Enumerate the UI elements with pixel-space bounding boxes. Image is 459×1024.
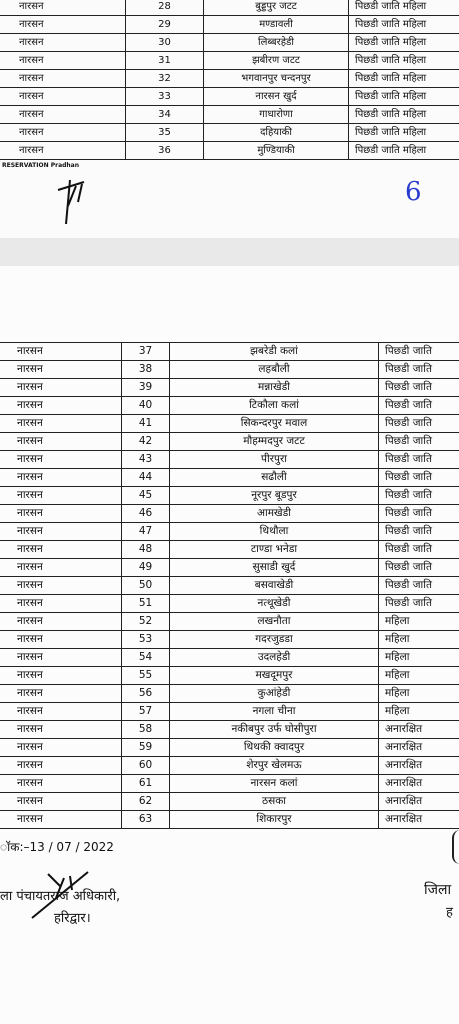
serial-number-cell: 29	[126, 16, 204, 34]
reservation-category-cell: पिछडी जाति महिला	[349, 70, 459, 88]
table-row	[0, 34, 459, 52]
reservation-category-cell: पिछडी जाति महिला	[349, 106, 459, 124]
serial-number-cell: 53	[122, 631, 170, 649]
reservation-category-cell: महिला	[379, 613, 459, 631]
reservation-category-cell: अनारक्षित	[379, 757, 459, 775]
block-cell: नारसन	[0, 595, 122, 613]
serial-number-cell: 43	[122, 451, 170, 469]
table-row	[0, 397, 459, 415]
officer-location: हरिद्वार।	[54, 911, 91, 926]
serial-number-cell: 51	[122, 595, 170, 613]
table-row	[0, 70, 459, 88]
village-name-cell: नगला चीना	[170, 703, 379, 721]
block-cell: नारसन	[0, 631, 122, 649]
block-cell: नारसन	[0, 703, 122, 721]
table-row	[0, 811, 459, 829]
reservation-category-cell: पिछडी जाति	[379, 595, 459, 613]
village-name-cell: बसवाखेडी	[170, 577, 379, 595]
reservation-table-top	[0, 0, 459, 160]
table-row	[0, 541, 459, 559]
block-cell: नारसन	[0, 52, 126, 70]
table-row	[0, 88, 459, 106]
serial-number-cell: 60	[122, 757, 170, 775]
village-name-cell: मखदूमपुर	[170, 667, 379, 685]
block-cell: नारसन	[0, 685, 122, 703]
block-cell: नारसन	[0, 397, 122, 415]
block-cell: नारसन	[0, 379, 122, 397]
village-name-cell: झबीरण जटट	[204, 52, 349, 70]
serial-number-cell: 57	[122, 703, 170, 721]
village-name-cell: बुड्डपुर जटट	[204, 0, 349, 16]
reservation-category-cell: पिछडी जाति	[379, 541, 459, 559]
village-name-cell: गदरजुडडा	[170, 631, 379, 649]
reservation-category-cell: पिछडी जाति	[379, 379, 459, 397]
reservation-category-cell: महिला	[379, 685, 459, 703]
table-row	[0, 775, 459, 793]
serial-number-cell: 34	[126, 106, 204, 124]
table-row	[0, 16, 459, 34]
reservation-category-cell: पिछडी जाति	[379, 577, 459, 595]
reservation-category-cell: पिछडी जाति	[379, 505, 459, 523]
table-row	[0, 451, 459, 469]
village-name-cell: पीरपुरा	[170, 451, 379, 469]
table-row	[0, 379, 459, 397]
reservation-category-cell: पिछडी जाति	[379, 343, 459, 361]
serial-number-cell: 35	[126, 124, 204, 142]
block-cell: नारसन	[0, 757, 122, 775]
reservation-category-cell: अनारक्षित	[379, 775, 459, 793]
village-name-cell: उदलहेडी	[170, 649, 379, 667]
reservation-category-cell: पिछडी जाति	[379, 361, 459, 379]
block-cell: नारसन	[0, 487, 122, 505]
table-row	[0, 106, 459, 124]
table-row	[0, 124, 459, 142]
serial-number-cell: 52	[122, 613, 170, 631]
table-row	[0, 487, 459, 505]
table-row	[0, 415, 459, 433]
village-name-cell: थिथकी क्वादपुर	[170, 739, 379, 757]
reservation-category-cell: अनारक्षित	[379, 739, 459, 757]
serial-number-cell: 38	[122, 361, 170, 379]
serial-number-cell: 55	[122, 667, 170, 685]
reservation-category-cell: पिछडी जाति	[379, 487, 459, 505]
block-cell: नारसन	[0, 523, 122, 541]
serial-number-cell: 33	[126, 88, 204, 106]
village-name-cell: नकीबपुर उर्फ घोसीपुरा	[170, 721, 379, 739]
reservation-category-cell: पिछडी जाति महिला	[349, 88, 459, 106]
block-cell: नारसन	[0, 16, 126, 34]
serial-number-cell: 50	[122, 577, 170, 595]
block-cell: नारसन	[0, 415, 122, 433]
serial-number-cell: 42	[122, 433, 170, 451]
village-name-cell: मौहम्मदपुर जटट	[170, 433, 379, 451]
village-name-cell: सुसाडी खुर्द	[170, 559, 379, 577]
village-name-cell: कुआंहेडी	[170, 685, 379, 703]
village-name-cell: दहियाकी	[204, 124, 349, 142]
table-row	[0, 361, 459, 379]
block-cell: नारसन	[0, 649, 122, 667]
village-name-cell: लखनौता	[170, 613, 379, 631]
village-name-cell: भगवानपुर चन्दनपुर	[204, 70, 349, 88]
village-name-cell: आमखेडी	[170, 505, 379, 523]
reservation-category-cell: महिला	[379, 703, 459, 721]
table-row	[0, 505, 459, 523]
table-row	[0, 595, 459, 613]
serial-number-cell: 56	[122, 685, 170, 703]
signature-mark	[54, 176, 94, 226]
village-name-cell: नारसन कलां	[170, 775, 379, 793]
block-cell: नारसन	[0, 793, 122, 811]
block-cell: नारसन	[0, 721, 122, 739]
village-name-cell: नत्थूखेडी	[170, 595, 379, 613]
reservation-category-cell: पिछडी जाति	[379, 469, 459, 487]
table-row	[0, 577, 459, 595]
serial-number-cell: 46	[122, 505, 170, 523]
serial-number-cell: 49	[122, 559, 170, 577]
reservation-category-cell: पिछडी जाति	[379, 433, 459, 451]
reservation-category-cell: महिला	[379, 649, 459, 667]
village-name-cell: नूरपुर बूडपुर	[170, 487, 379, 505]
village-name-cell: शेरपुर खेलमऊ	[170, 757, 379, 775]
serial-number-cell: 59	[122, 739, 170, 757]
block-cell: नारसन	[0, 775, 122, 793]
block-cell: नारसन	[0, 451, 122, 469]
block-cell: नारसन	[0, 505, 122, 523]
block-cell: नारसन	[0, 541, 122, 559]
village-name-cell: थिथौला	[170, 523, 379, 541]
reservation-category-cell: महिला	[379, 631, 459, 649]
date-text: ॉक:–13 / 07 / 2022	[0, 840, 114, 854]
table-row	[0, 142, 459, 160]
table-row	[0, 52, 459, 70]
village-name-cell: नारसन खुर्द	[204, 88, 349, 106]
reservation-category-cell: पिछडी जाति	[379, 397, 459, 415]
serial-number-cell: 41	[122, 415, 170, 433]
serial-number-cell: 61	[122, 775, 170, 793]
village-name-cell: सिकन्दरपुर मवाल	[170, 415, 379, 433]
block-cell: नारसन	[0, 70, 126, 88]
reservation-category-cell: महिला	[379, 667, 459, 685]
village-name-cell: झबरेडी कलां	[170, 343, 379, 361]
block-cell: नारसन	[0, 88, 126, 106]
page-number-mark: 6	[405, 177, 422, 207]
reservation-category-cell: पिछडी जाति महिला	[349, 124, 459, 142]
reservation-category-cell: पिछडी जाति महिला	[349, 52, 459, 70]
serial-number-cell: 37	[122, 343, 170, 361]
serial-number-cell: 32	[126, 70, 204, 88]
block-cell: नारसन	[0, 361, 122, 379]
reservation-category-cell: पिछडी जाति महिला	[349, 0, 459, 16]
table-row	[0, 649, 459, 667]
block-cell: नारसन	[0, 667, 122, 685]
serial-number-cell: 36	[126, 142, 204, 160]
village-name-cell: टाण्डा भनेडा	[170, 541, 379, 559]
table-row	[0, 613, 459, 631]
village-name-cell: लहबौली	[170, 361, 379, 379]
right-designation-fragment: जिला	[424, 882, 452, 898]
block-cell: नारसन	[0, 739, 122, 757]
page-separator	[0, 238, 459, 266]
village-name-cell: ठसका	[170, 793, 379, 811]
table-row	[0, 667, 459, 685]
table-row	[0, 433, 459, 451]
block-cell: नारसन	[0, 577, 122, 595]
serial-number-cell: 58	[122, 721, 170, 739]
table-row	[0, 793, 459, 811]
table-row	[0, 523, 459, 541]
serial-number-cell: 30	[126, 34, 204, 52]
officer-designation: ला पंचायतराज अधिकारी,	[0, 889, 121, 904]
block-cell: नारसन	[0, 34, 126, 52]
village-name-cell: मन्नाखेडी	[170, 379, 379, 397]
reservation-table-bottom	[0, 342, 459, 829]
serial-number-cell: 28	[126, 0, 204, 16]
village-name-cell: सढौली	[170, 469, 379, 487]
block-cell: नारसन	[0, 124, 126, 142]
block-cell: नारसन	[0, 142, 126, 160]
table-row	[0, 685, 459, 703]
block-cell: नारसन	[0, 433, 122, 451]
serial-number-cell: 31	[126, 52, 204, 70]
reservation-category-cell: पिछडी जाति महिला	[349, 16, 459, 34]
table-row	[0, 631, 459, 649]
serial-number-cell: 48	[122, 541, 170, 559]
block-cell: नारसन	[0, 559, 122, 577]
reservation-category-cell: पिछडी जाति महिला	[349, 34, 459, 52]
reservation-category-cell: अनारक्षित	[379, 721, 459, 739]
table-row	[0, 343, 459, 361]
reservation-category-cell: पिछडी जाति महिला	[349, 142, 459, 160]
serial-number-cell: 54	[122, 649, 170, 667]
reservation-category-cell: पिछडी जाति	[379, 523, 459, 541]
reservation-footer-label: RESERVATION Pradhan	[2, 162, 80, 169]
serial-number-cell: 44	[122, 469, 170, 487]
serial-number-cell: 63	[122, 811, 170, 829]
margin-bracket	[452, 830, 459, 864]
table-row	[0, 721, 459, 739]
village-name-cell: टिकौला कलां	[170, 397, 379, 415]
right-location-fragment: ह	[446, 905, 453, 920]
village-name-cell: मण्डावली	[204, 16, 349, 34]
table-row	[0, 703, 459, 721]
table-row	[0, 739, 459, 757]
reservation-category-cell: अनारक्षित	[379, 793, 459, 811]
table-row	[0, 559, 459, 577]
village-name-cell: मुण्डियाकी	[204, 142, 349, 160]
serial-number-cell: 45	[122, 487, 170, 505]
block-cell: नारसन	[0, 811, 122, 829]
top-document-page	[0, 0, 459, 238]
serial-number-cell: 39	[122, 379, 170, 397]
serial-number-cell: 40	[122, 397, 170, 415]
block-cell: नारसन	[0, 0, 126, 16]
village-name-cell: गाधारोणा	[204, 106, 349, 124]
reservation-category-cell: अनारक्षित	[379, 811, 459, 829]
village-name-cell: लिब्बरहेडी	[204, 34, 349, 52]
table-row	[0, 469, 459, 487]
block-cell: नारसन	[0, 469, 122, 487]
block-cell: नारसन	[0, 613, 122, 631]
reservation-category-cell: पिछडी जाति	[379, 451, 459, 469]
reservation-category-cell: पिछडी जाति	[379, 559, 459, 577]
serial-number-cell: 47	[122, 523, 170, 541]
reservation-category-cell: पिछडी जाति	[379, 415, 459, 433]
table-row	[0, 757, 459, 775]
block-cell: नारसन	[0, 343, 122, 361]
table-row	[0, 0, 459, 16]
village-name-cell: शिकारपुर	[170, 811, 379, 829]
block-cell: नारसन	[0, 106, 126, 124]
serial-number-cell: 62	[122, 793, 170, 811]
